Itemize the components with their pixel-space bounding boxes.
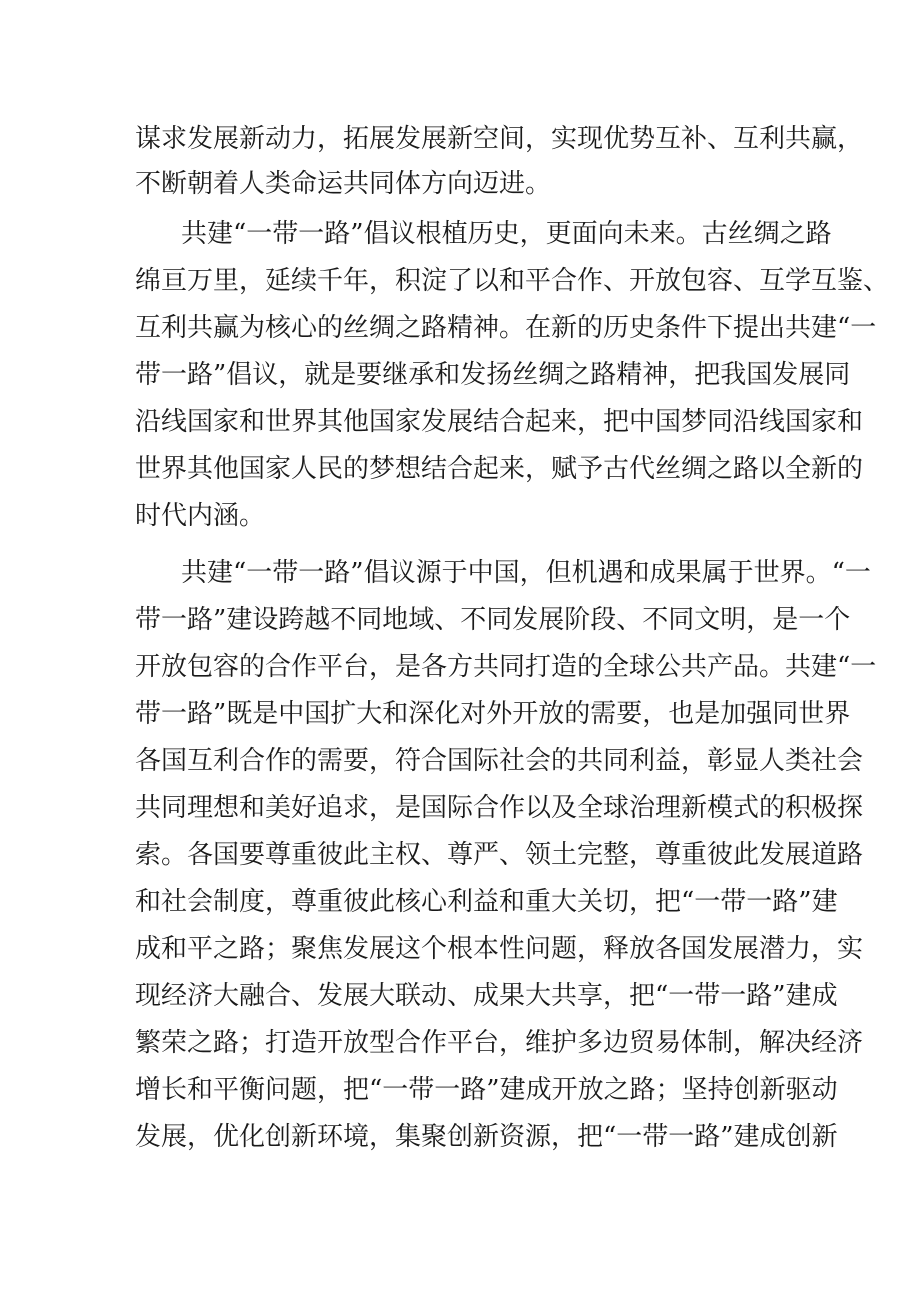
text-line-11: 带一路”建设跨越不同地域、不同发展阶段、不同文明，是一个 <box>135 605 851 635</box>
text-line-6: 带一路”倡议，就是要继承和发扬丝绸之路精神，把我国发展同 <box>135 360 851 390</box>
text-line-10: 共建“一带一路”倡议源于中国，但机遇和成果属于世界。“一 <box>181 558 871 588</box>
text-line-1: 谋求发展新动力，拓展发展新空间，实现优势互补、互利共赢， <box>135 124 864 154</box>
text-line-7: 沿线国家和世界其他国家发展结合起来，把中国梦同沿线国家和 <box>135 407 864 437</box>
text-line-20: 繁荣之路；打造开放型合作平台，维护多边贸易体制，解决经济 <box>135 1028 864 1058</box>
text-line-9: 时代内涵。 <box>135 501 266 531</box>
text-line-18: 成和平之路；聚焦发展这个根本性问题，释放各国发展潜力，实 <box>135 934 864 964</box>
text-line-3: 共建“一带一路”倡议根植历史，更面向未来。古丝绸之路 <box>181 219 832 249</box>
text-line-22: 发展，优化创新环境，集聚创新资源，把“一带一路”建成创新 <box>135 1122 838 1152</box>
text-line-12: 开放包容的合作平台，是各方共同打造的全球公共产品。共建“一 <box>135 652 877 682</box>
text-line-2: 不断朝着人类命运共同体方向迈进。 <box>135 169 552 199</box>
text-line-21: 增长和平衡问题，把“一带一路”建成开放之路；坚持创新驱动 <box>135 1075 838 1105</box>
text-line-13: 带一路”既是中国扩大和深化对外开放的需要，也是加强同世界 <box>135 699 851 729</box>
text-line-8: 世界其他国家人民的梦想结合起来，赋予古代丝绸之路以全新的 <box>135 454 864 484</box>
text-line-5: 互利共赢为核心的丝绸之路精神。在新的历史条件下提出共建“一 <box>135 313 877 343</box>
text-line-4: 绵亘万里，延续千年，积淀了以和平合作、开放包容、互学互鉴、 <box>135 266 890 296</box>
text-line-16: 索。各国要尊重彼此主权、尊严、领土完整，尊重彼此发展道路 <box>135 840 864 870</box>
text-line-15: 共同理想和美好追求，是国际合作以及全球治理新模式的积极探 <box>135 793 864 823</box>
text-line-17: 和社会制度，尊重彼此核心利益和重大关切，把“一带一路”建 <box>135 887 838 917</box>
text-line-19: 现经济大融合、发展大联动、成果大共享，把“一带一路”建成 <box>135 981 838 1011</box>
text-line-14: 各国互利合作的需要，符合国际社会的共同利益，彰显人类社会 <box>135 746 864 776</box>
